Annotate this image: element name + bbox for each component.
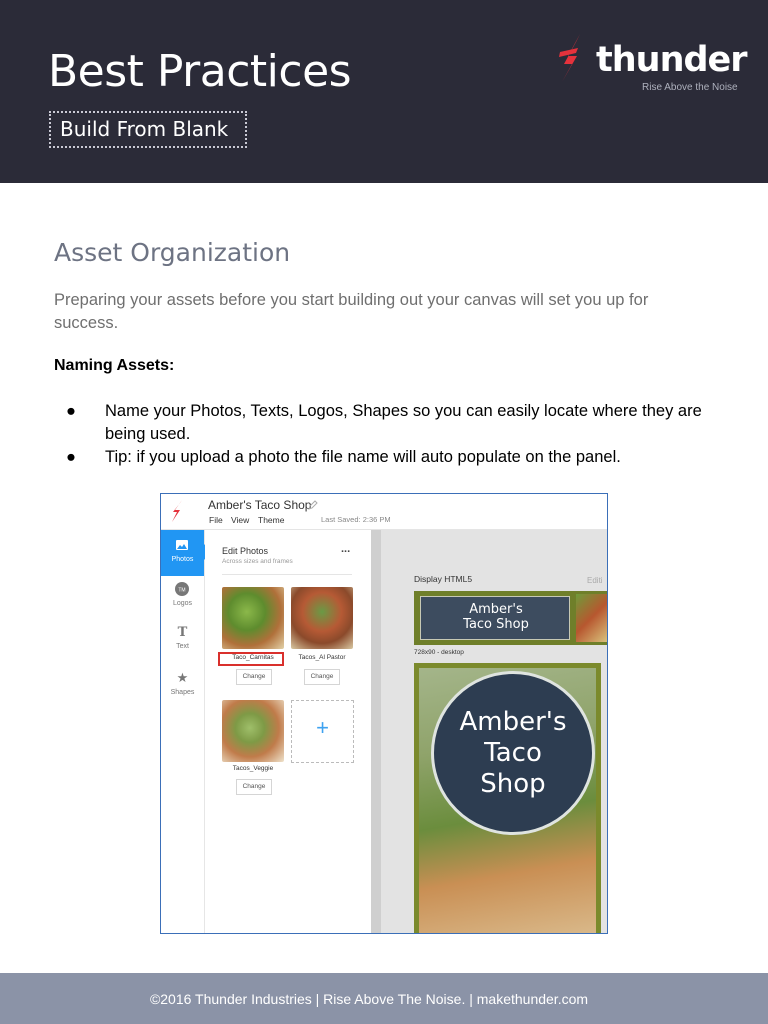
thunder-bolt-icon [169,500,189,522]
circle-line: Shop [480,769,546,799]
photo-thumbnail-veggie[interactable] [222,700,284,762]
edit-photos-panel [205,530,370,933]
app-screenshot [160,493,608,934]
rail-item-photos[interactable] [161,530,204,576]
photo-thumbnail-carnitas[interactable] [222,587,284,649]
edit-link[interactable]: Editi [587,576,603,585]
panel-subtitle: Across sizes and frames [222,558,293,565]
menu-view[interactable]: View [231,515,250,525]
circle-line: Taco [484,738,542,768]
project-name[interactable]: Amber's Taco Shop [208,498,312,512]
footer-text: ©2016 Thunder Industries | Rise Above The Noise. | makethunder.com [149,991,589,1007]
rail-item-text[interactable] [161,622,204,668]
rail-item-logos[interactable] [161,576,204,622]
rail-label: Logos [172,600,193,607]
banner-text-frame [420,596,570,640]
star-icon: ★ [176,670,189,685]
circle-line: Amber's [459,707,567,737]
highlight-box [218,652,284,666]
list-item [66,446,726,469]
image-icon [176,540,188,550]
banner-food-photo [576,594,607,642]
rail-label: Shapes [170,689,195,696]
list-item-text: Tip: if you upload a photo the file name will auto populate on the panel. [105,448,621,466]
intro-paragraph: Preparing your assets before you start building out your canvas will set you up for success. [54,291,649,332]
lightning-bolt-icon [558,34,592,86]
tm-badge-icon [175,582,189,596]
logo-tagline: Rise Above the Noise [642,82,738,93]
section-title: Asset Organization [54,238,291,267]
canvas-edge [371,530,381,933]
tool-rail [161,530,205,933]
more-options-icon[interactable]: ... [341,543,351,555]
page-title: Best Practices [48,46,352,97]
add-photo-button[interactable] [291,700,354,763]
banner-line: Amber's [469,602,523,617]
app-topbar [161,494,607,530]
thunder-logo [556,34,746,96]
pencil-icon[interactable] [308,500,318,510]
plus-icon: + [316,715,329,740]
panel-title: Edit Photos [222,546,269,556]
last-saved-status: Last Saved: 2:36 PM [321,515,391,524]
rail-label: Photos [171,556,194,563]
asset-name[interactable]: Taco_Carnitas [232,654,274,661]
banner-headline [421,602,571,632]
banner-preview-728x90[interactable] [414,591,607,645]
menu-theme[interactable]: Theme [258,515,285,525]
circle-headline [434,707,592,800]
tips-list [66,400,726,469]
asset-name[interactable]: Tacos_Veggie [232,765,274,772]
header-bar [0,0,768,183]
page-subtitle: Build From Blank [60,117,229,141]
rail-item-shapes[interactable] [161,668,204,714]
logo-wordmark: thunder [596,40,747,80]
bullet-icon: ● [66,448,76,466]
list-item [66,400,726,446]
footer-bar [0,973,768,1024]
tall-ad-preview[interactable] [414,663,601,933]
canvas-area [371,530,607,933]
banner-line: Taco Shop [463,617,529,632]
change-button[interactable]: Change [236,779,272,795]
size-label: 728x90 - desktop [414,649,464,656]
asset-name[interactable]: Tacos_Al Pastor [298,654,346,661]
text-t-icon: T [177,625,188,640]
divider [222,574,352,575]
display-format-label: Display HTML5 [414,574,473,584]
taco-photo [419,668,596,933]
menu-file[interactable]: File [209,515,223,525]
bullet-icon: ● [66,402,76,420]
svg-text:TM: TM [178,587,186,594]
naming-assets-heading: Naming Assets: [54,357,175,374]
change-button[interactable]: Change [236,669,272,685]
logo-circle [431,671,595,835]
list-item-text: Name your Photos, Texts, Logos, Shapes so you can easily locate where they are being used. [105,402,702,443]
rail-label: Text [176,643,189,650]
photo-thumbnail-al-pastor[interactable] [291,587,353,649]
change-button[interactable]: Change [304,669,340,685]
